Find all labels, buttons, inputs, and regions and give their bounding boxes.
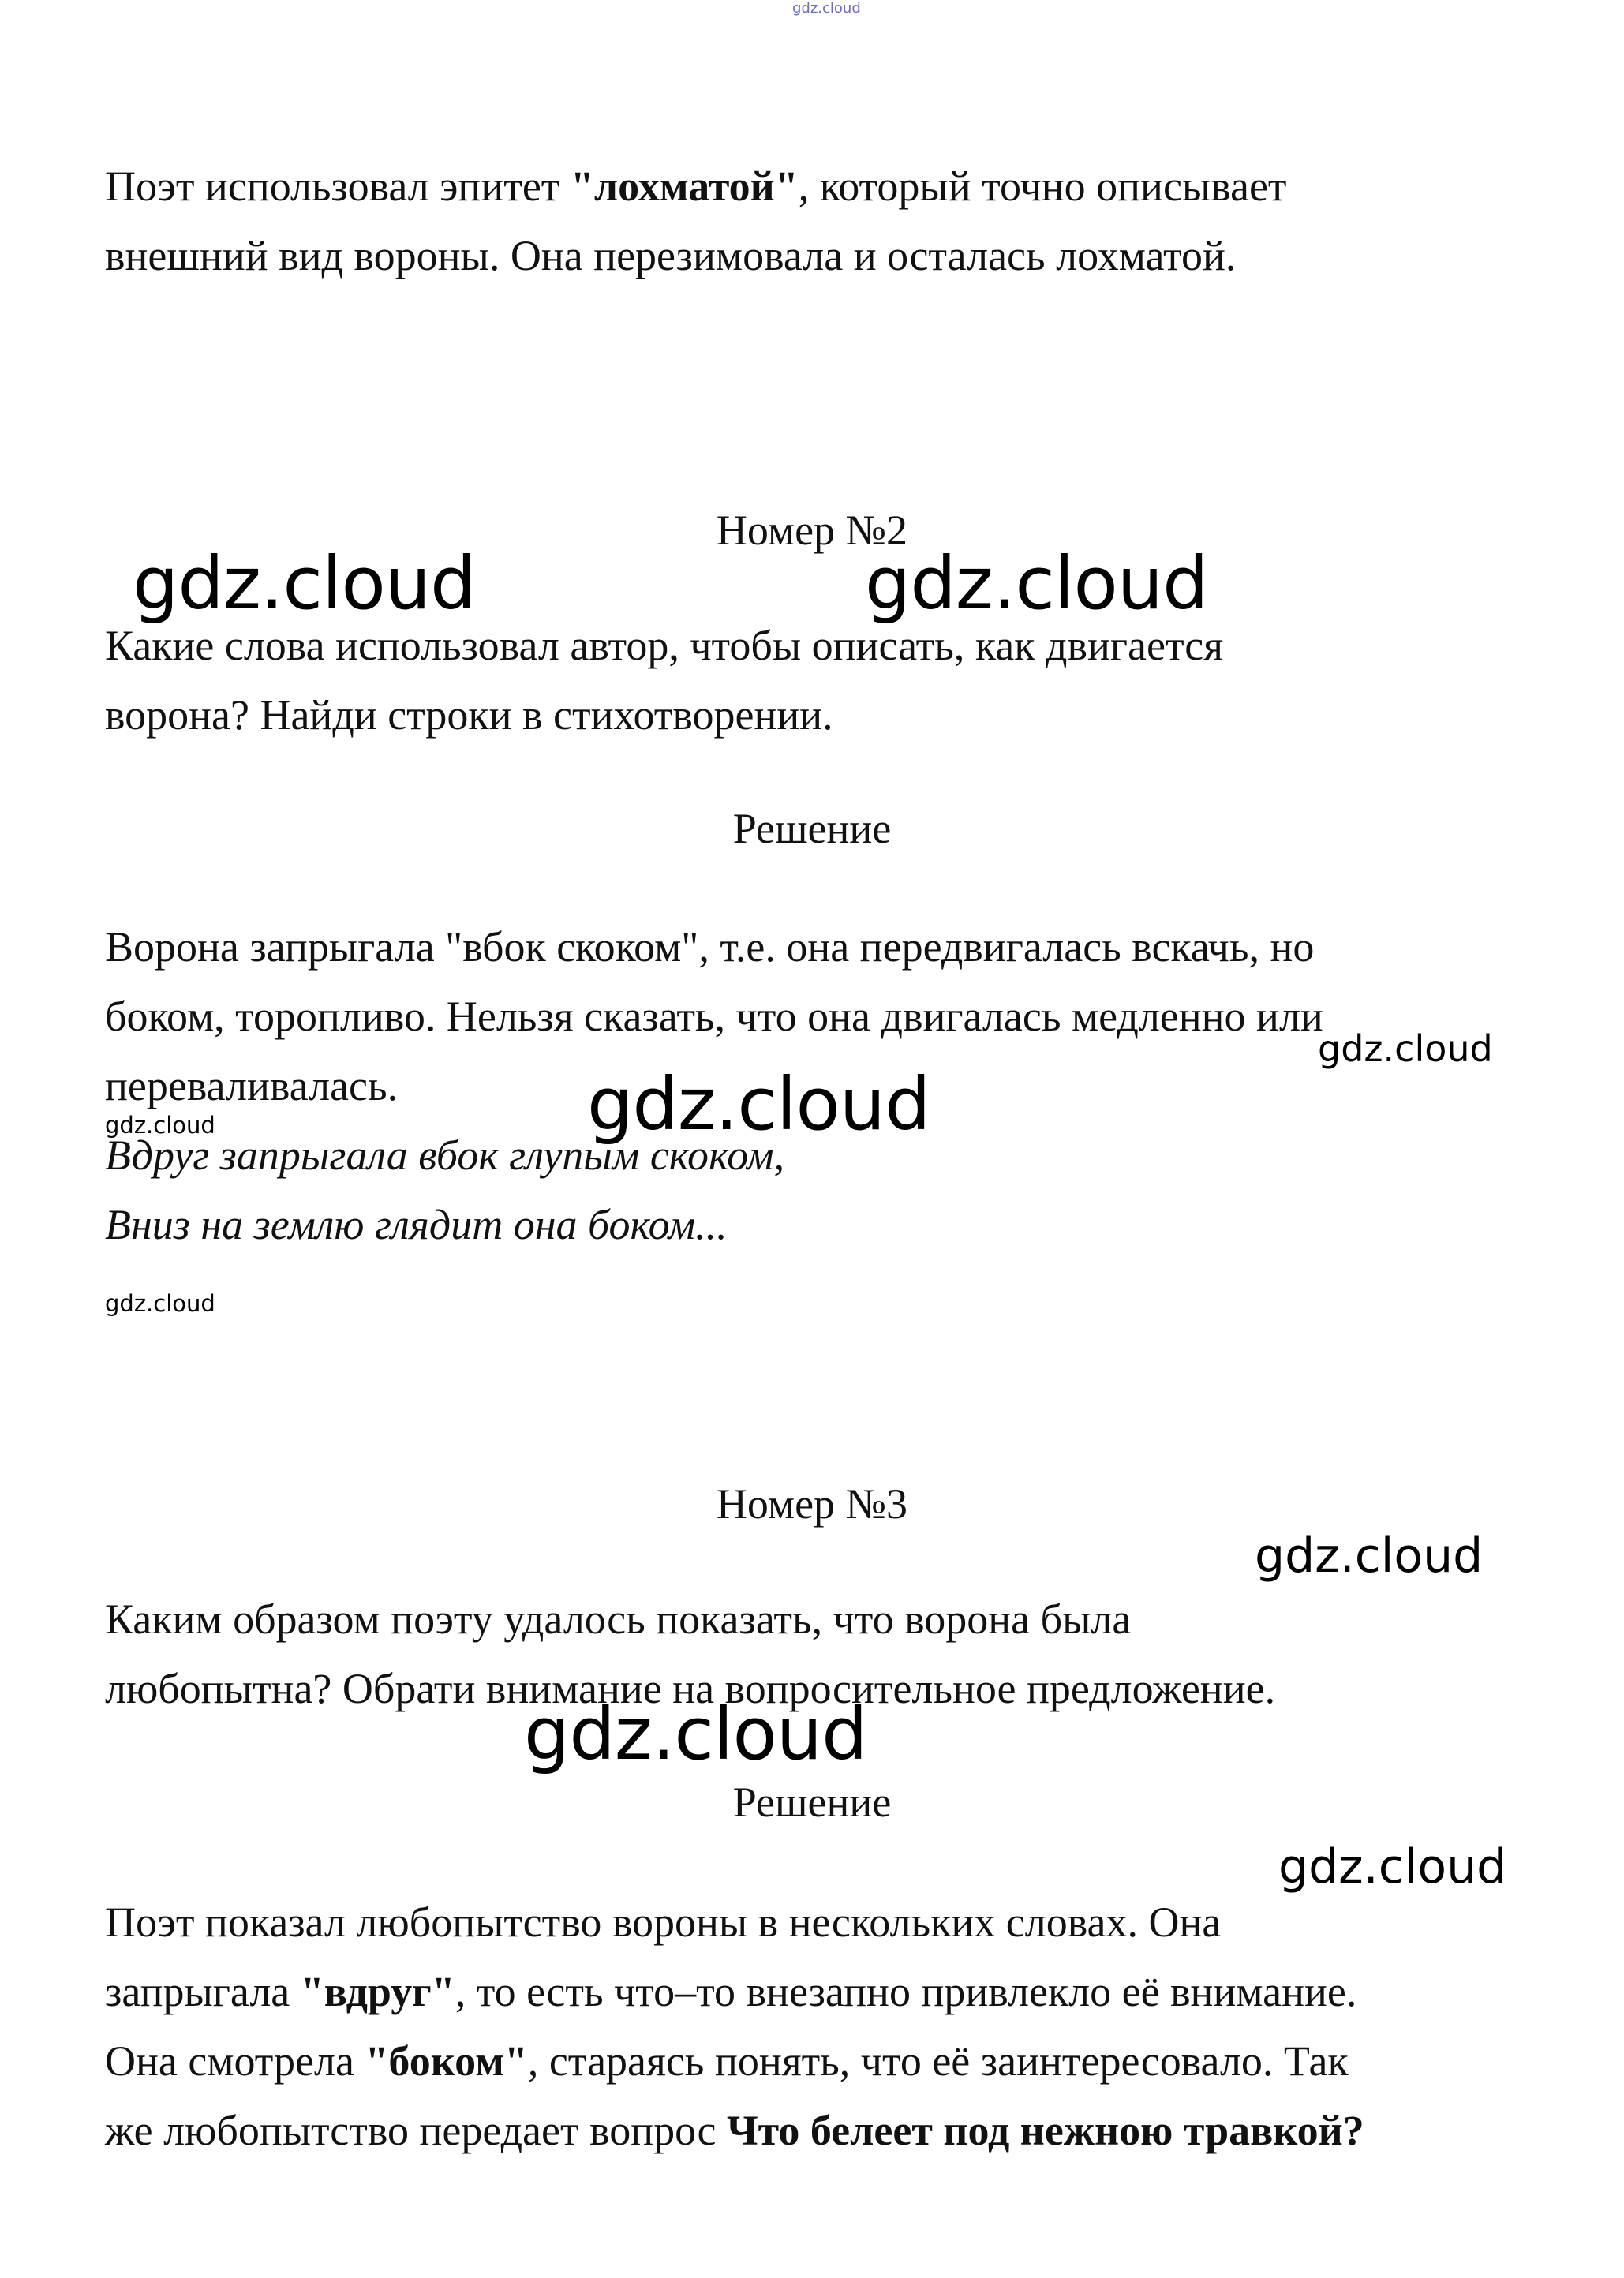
para1-line1-bold: "лохматой" (570, 163, 799, 210)
task3-answer-line2-pre: запрыгала (105, 1968, 301, 2015)
task3-answer-line1: Поэт показал любопытство вороны в нескольких словах. Она (105, 1898, 1222, 1946)
para1-line1-pre: Поэт использовал эпитет (105, 163, 571, 210)
task3-question-line2: любопытна? Обрати внимание на вопросительное предложение. (105, 1665, 1276, 1712)
watermark: gdz.cloud (105, 1112, 215, 1139)
task2-answer-line1: Ворона запрыгала "вбок скоком", т.е. она передвигалась вскачь, но (105, 923, 1315, 971)
watermark: gdz.cloud (133, 541, 476, 626)
task2-answer-line2: боком, торопливо. Нельзя сказать, что она двигалась медленно или (105, 993, 1323, 1040)
task2-poem-line2: Вниз на землю глядит она боком... (105, 1201, 728, 1248)
para1-line1-post: , который точно описывает (798, 163, 1287, 210)
para1-line1 (105, 151, 1525, 221)
watermark: gdz.cloud (524, 1692, 867, 1776)
task3-heading: Номер №3 (716, 1480, 908, 1528)
watermark: gdz.cloud (1255, 1528, 1484, 1584)
task3-answer-line3-pre: Она смотрела (105, 2037, 365, 2085)
task3-question-line1: Каким образом поэту удалось показать, что ворона была (105, 1595, 1132, 1643)
task3-answer-line3-post: , стараясь понять, что её заинтересовало. Так (527, 2037, 1349, 2085)
task3-answer-line2 (105, 1957, 1525, 2026)
task3-answer-line4 (105, 2096, 1525, 2165)
watermark: gdz.cloud (865, 541, 1208, 626)
watermark: gdz.cloud (105, 1290, 215, 1317)
task2-poem-line1: Вдруг запрыгала вбок глупым скоком, (105, 1132, 785, 1179)
task2-solution-heading: Решение (732, 805, 892, 852)
task3-answer-line2-post: , то есть что–то внезапно привлекло её внимание. (455, 1968, 1357, 2015)
para1-line2: внешний вид вороны. Она перезимовала и осталась лохматой. (105, 232, 1237, 279)
task3-answer-line2-bold: "вдруг" (300, 1968, 455, 2015)
watermark: gdz.cloud (587, 1062, 930, 1146)
watermark: gdz.cloud (1318, 1027, 1493, 1070)
task3-solution-heading: Решение (732, 1779, 892, 1826)
watermark: gdz.cloud (1278, 1839, 1507, 1895)
task2-question-line1: Какие слова использовал автор, чтобы описать, как двигается (105, 622, 1224, 669)
task2-answer-line3: переваливалась. (105, 1062, 399, 1109)
task2-heading: Номер №2 (716, 507, 908, 554)
task3-answer-line4-bold: Что белеет под нежною травкой? (726, 2107, 1364, 2154)
watermark-top: gdz.cloud (792, 0, 861, 17)
task3-answer-line4-pre: же любопытство передает вопрос (105, 2107, 727, 2154)
task2-question-line2: ворона? Найди строки в стихотворении. (105, 691, 833, 739)
task3-answer-line3-bold: "боком" (365, 2037, 528, 2085)
task3-answer-line3 (105, 2026, 1525, 2096)
